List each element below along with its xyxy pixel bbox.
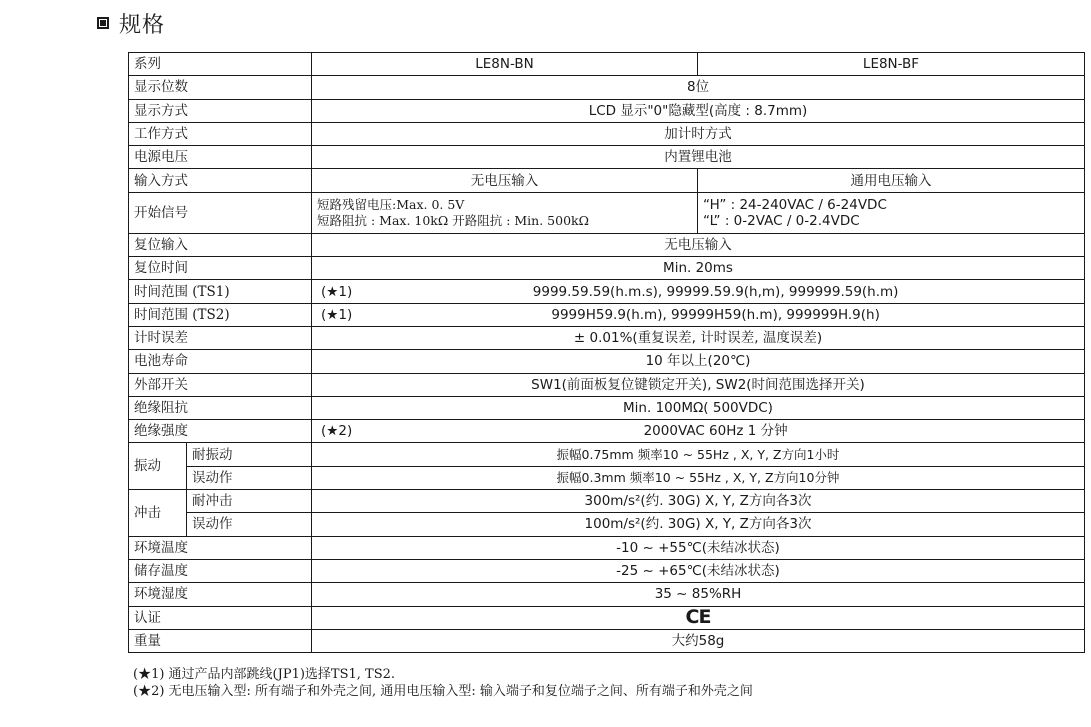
row-label: 计时误差 [129, 326, 312, 349]
start-signal-bf [698, 192, 1085, 233]
row-value: 无电压输入 [312, 233, 1085, 256]
row-label: 电源电压 [129, 146, 312, 169]
sub-label: 误动作 [187, 513, 312, 536]
row-value [312, 303, 1085, 326]
model-bf: LE8N-BF [698, 53, 1085, 76]
table-row [129, 583, 1085, 606]
row-value [312, 280, 1085, 303]
row-value: 振幅0.75mm 频率10 ~ 55Hz , X, Y, Z方向1小时 [312, 443, 1085, 466]
table-row [129, 490, 1085, 513]
square-bullet-icon [97, 17, 109, 29]
section-heading [97, 8, 165, 38]
row-value: 大约58g [312, 629, 1085, 652]
model-bn: LE8N-BN [312, 53, 698, 76]
table-row [129, 303, 1085, 326]
row-label: 系列 [129, 53, 312, 76]
table-row [129, 350, 1085, 373]
row-label: 环境湿度 [129, 583, 312, 606]
row-label: 复位输入 [129, 233, 312, 256]
row-label: 冲击 [129, 490, 187, 537]
row-label: 重量 [129, 629, 312, 652]
footnote-mark: (★1) [321, 283, 353, 300]
row-value: 8位 [312, 76, 1085, 99]
row-label: 复位时间 [129, 257, 312, 280]
row-label: 开始信号 [129, 192, 312, 233]
table-row [129, 373, 1085, 396]
row-value: SW1(前面板复位键锁定开关), SW2(时间范围选择开关) [312, 373, 1085, 396]
row-value: 内置锂电池 [312, 146, 1085, 169]
start-signal-bn [312, 192, 698, 233]
table-row [129, 466, 1085, 489]
table-row [129, 192, 1085, 233]
row-label: 工作方式 [129, 122, 312, 145]
row-label: 环境温度 [129, 536, 312, 559]
table-row [129, 280, 1085, 303]
range-text: 9999H59.9(h.m), 99999H59(h.m), 999999H.9(h) [551, 306, 880, 323]
row-value: ± 0.01%(重复误差, 计时误差, 温度误差) [312, 326, 1085, 349]
row-value: Min. 20ms [312, 257, 1085, 280]
row-label: 显示方式 [129, 99, 312, 122]
row-value [312, 420, 1085, 443]
row-value: 100m/s²(约. 30G) X, Y, Z方向各3次 [312, 513, 1085, 536]
signal-line: 短路残留电压:Max. 0. 5V [317, 196, 465, 212]
row-label: 储存温度 [129, 559, 312, 582]
row-value: 35 ~ 85%RH [312, 583, 1085, 606]
footnotes [133, 666, 753, 700]
row-label: 显示位数 [129, 76, 312, 99]
table-row [129, 606, 1085, 629]
row-label: 认证 [129, 606, 312, 629]
row-label: 外部开关 [129, 373, 312, 396]
signal-line: “L” : 0-2VAC / 0-2.4VDC [703, 212, 860, 229]
signal-line: 短路阻抗 : Max. 10kΩ 开路阻抗 : Min. 500kΩ [317, 212, 589, 228]
table-row [129, 76, 1085, 99]
footnote-mark: (★2) [321, 423, 353, 440]
footnote-1: (★1) 通过产品内部跳线(JP1)选择TS1, TS2. [133, 667, 396, 682]
row-value: 300m/s²(约. 30G) X, Y, Z方向各3次 [312, 490, 1085, 513]
spec-table [128, 52, 1085, 653]
row-value: Min. 100MΩ( 500VDC) [312, 396, 1085, 419]
table-row [129, 559, 1085, 582]
row-value: 10 年以上(20℃) [312, 350, 1085, 373]
row-label: 绝缘阻抗 [129, 396, 312, 419]
table-row [129, 513, 1085, 536]
ce-mark-icon: CE [685, 606, 711, 628]
table-row [129, 629, 1085, 652]
row-label: 输入方式 [129, 169, 312, 192]
heading-text: 规格 [119, 12, 166, 38]
row-value: -25 ~ +65℃(未结冰状态) [312, 559, 1085, 582]
row-label: 振动 [129, 443, 187, 490]
row-value: -10 ~ +55℃(未结冰状态) [312, 536, 1085, 559]
row-value: LCD 显示"0"隐藏型(高度 : 8.7mm) [312, 99, 1085, 122]
signal-line: “H” : 24-240VAC / 6-24VDC [703, 196, 887, 213]
row-value: 振幅0.3mm 频率10 ~ 55Hz , X, Y, Z方向10分钟 [312, 466, 1085, 489]
table-row [129, 536, 1085, 559]
row-label: 绝缘强度 [129, 420, 312, 443]
table-row [129, 53, 1085, 76]
footnote-2: (★2) 无电压输入型: 所有端子和外壳之间, 通用电压输入型: 输入端子和复位端子之间、所有端子和外壳之间 [133, 684, 753, 699]
row-value: 通用电压输入 [698, 169, 1085, 192]
footnote-mark: (★1) [321, 306, 353, 323]
row-value [312, 606, 1085, 629]
table-row [129, 443, 1085, 466]
sub-label: 耐冲击 [187, 490, 312, 513]
table-row [129, 326, 1085, 349]
sub-label: 误动作 [187, 466, 312, 489]
row-label: 电池寿命 [129, 350, 312, 373]
table-row [129, 99, 1085, 122]
dielectric-text: 2000VAC 60Hz 1 分钟 [643, 423, 788, 440]
row-label: 时间范围 (TS2) [129, 303, 312, 326]
table-row [129, 396, 1085, 419]
row-value: 加计时方式 [312, 122, 1085, 145]
sub-label: 耐振动 [187, 443, 312, 466]
row-label: 时间范围 (TS1) [129, 280, 312, 303]
table-row [129, 420, 1085, 443]
range-text: 9999.59.59(h.m.s), 99999.59.9(h,m), 999999.59(h.m) [532, 283, 899, 300]
table-row [129, 169, 1085, 192]
table-row [129, 257, 1085, 280]
table-row [129, 233, 1085, 256]
table-row [129, 146, 1085, 169]
row-value: 无电压输入 [312, 169, 698, 192]
table-row [129, 122, 1085, 145]
